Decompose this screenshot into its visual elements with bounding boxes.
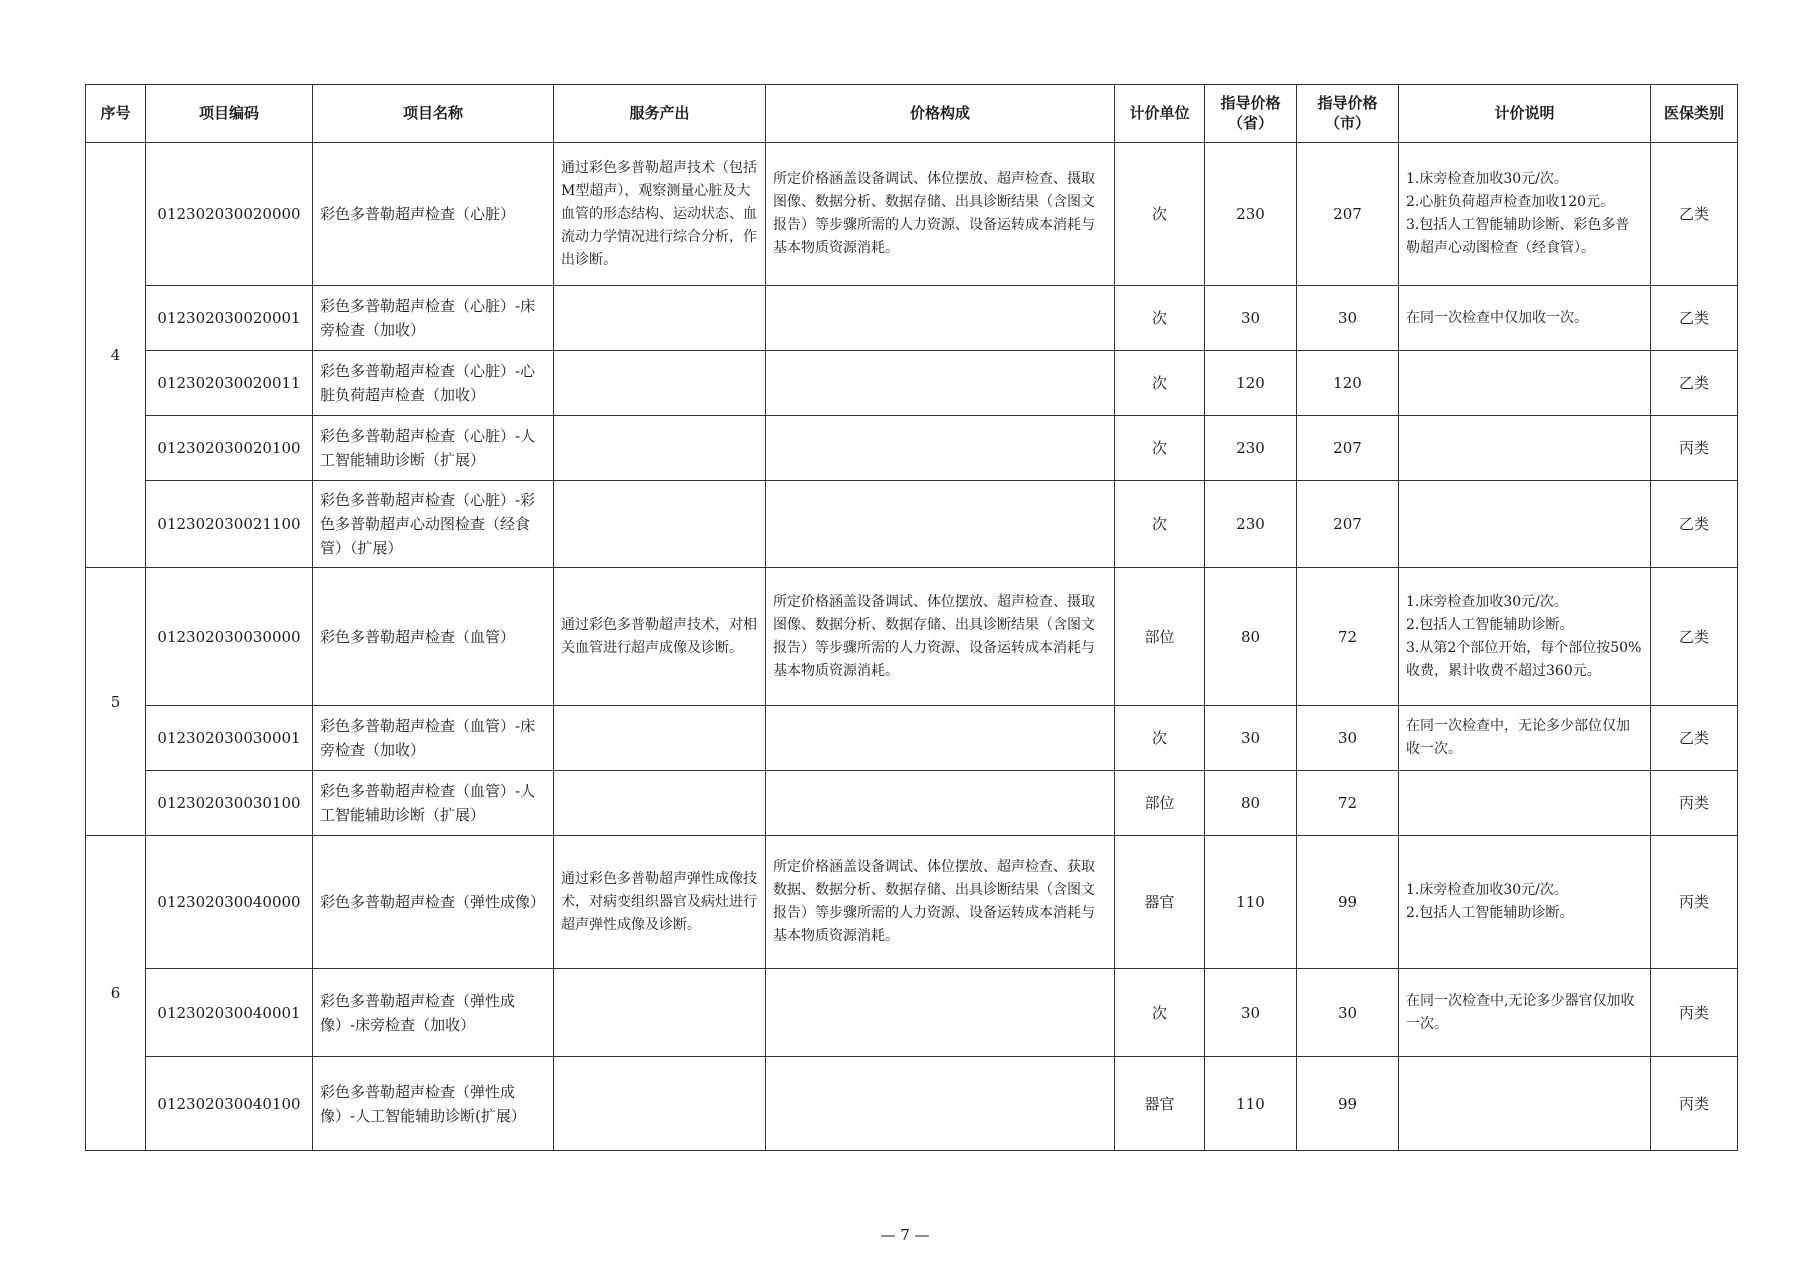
category-cell: 乙类 — [1651, 568, 1738, 706]
price-composition-cell — [766, 351, 1115, 416]
note-cell: 1.床旁检查加收30元/次。 2.心脏负荷超声检查加收120元。 3.包括人工智能辅助诊断、彩色多普勒超声心动图检查（经食管）。 — [1399, 143, 1651, 286]
unit-cell: 次 — [1115, 481, 1205, 568]
table-row — [86, 351, 1738, 416]
price-city-cell: 207 — [1297, 416, 1399, 481]
name-cell: 彩色多普勒超声检查（心脏）-人工智能辅助诊断（扩展） — [313, 416, 554, 481]
name-cell: 彩色多普勒超声检查（血管）-人工智能辅助诊断（扩展） — [313, 771, 554, 836]
output-cell: 通过彩色多普勒超声技术，对相关血管进行超声成像及诊断。 — [554, 568, 766, 706]
price-city-cell: 30 — [1297, 286, 1399, 351]
output-cell — [554, 771, 766, 836]
code-cell: 012302030030000 — [146, 568, 313, 706]
name-cell: 彩色多普勒超声检查（弹性成像）-人工智能辅助诊断(扩展） — [313, 1057, 554, 1151]
category-cell: 丙类 — [1651, 836, 1738, 969]
unit-cell: 器官 — [1115, 836, 1205, 969]
price-composition-cell — [766, 706, 1115, 771]
price-city-cell: 120 — [1297, 351, 1399, 416]
seq-cell: 5 — [86, 568, 146, 836]
name-cell: 彩色多普勒超声检查（心脏）-彩色多普勒超声心动图检查（经食管）（扩展） — [313, 481, 554, 568]
unit-cell: 次 — [1115, 286, 1205, 351]
note-cell: 1.床旁检查加收30元/次。 2.包括人工智能辅助诊断。 3.从第2个部位开始，每个部位按50%收费，累计收费不超过360元。 — [1399, 568, 1651, 706]
price-city-cell: 207 — [1297, 143, 1399, 286]
code-cell: 012302030040100 — [146, 1057, 313, 1151]
name-cell: 彩色多普勒超声检查（弹性成像） — [313, 836, 554, 969]
header-category: 医保类别 — [1651, 85, 1738, 143]
price-province-cell: 110 — [1205, 1057, 1297, 1151]
table-row — [86, 706, 1738, 771]
price-province-cell: 30 — [1205, 969, 1297, 1057]
price-province-cell: 30 — [1205, 706, 1297, 771]
price-province-cell: 30 — [1205, 286, 1297, 351]
price-composition-cell — [766, 286, 1115, 351]
table-body — [86, 143, 1738, 1151]
price-province-cell: 80 — [1205, 771, 1297, 836]
code-cell: 012302030020100 — [146, 416, 313, 481]
name-cell: 彩色多普勒超声检查（血管）-床旁检查（加收） — [313, 706, 554, 771]
price-city-cell: 207 — [1297, 481, 1399, 568]
table-header — [86, 85, 1738, 143]
note-cell — [1399, 481, 1651, 568]
name-cell: 彩色多普勒超声检查（血管） — [313, 568, 554, 706]
name-cell: 彩色多普勒超声检查（弹性成像）-床旁检查（加收） — [313, 969, 554, 1057]
table-row — [86, 836, 1738, 969]
price-province-cell: 120 — [1205, 351, 1297, 416]
output-cell — [554, 1057, 766, 1151]
header-price-province: 指导价格 （省） — [1205, 85, 1297, 143]
table-row — [86, 481, 1738, 568]
price-city-cell: 99 — [1297, 836, 1399, 969]
price-city-cell: 72 — [1297, 568, 1399, 706]
header-note: 计价说明 — [1399, 85, 1651, 143]
category-cell: 乙类 — [1651, 143, 1738, 286]
output-cell — [554, 416, 766, 481]
output-cell: 通过彩色多普勒超声弹性成像技术，对病变组织器官及病灶进行超声弹性成像及诊断。 — [554, 836, 766, 969]
price-composition-cell — [766, 481, 1115, 568]
price-composition-cell — [766, 969, 1115, 1057]
name-cell: 彩色多普勒超声检查（心脏）-心脏负荷超声检查（加收） — [313, 351, 554, 416]
output-cell — [554, 706, 766, 771]
table-row — [86, 1057, 1738, 1151]
category-cell: 丙类 — [1651, 771, 1738, 836]
page-number: — 7 — — [880, 1226, 930, 1244]
category-cell: 乙类 — [1651, 351, 1738, 416]
note-cell: 在同一次检查中，无论多少部位仅加收一次。 — [1399, 706, 1651, 771]
price-province-cell: 230 — [1205, 481, 1297, 568]
category-cell: 乙类 — [1651, 286, 1738, 351]
note-cell — [1399, 416, 1651, 481]
price-city-cell: 99 — [1297, 1057, 1399, 1151]
output-cell — [554, 969, 766, 1057]
note-cell — [1399, 771, 1651, 836]
note-cell — [1399, 1057, 1651, 1151]
code-cell: 012302030020000 — [146, 143, 313, 286]
table-row — [86, 568, 1738, 706]
table-row — [86, 143, 1738, 286]
header-price-composition: 价格构成 — [766, 85, 1115, 143]
price-province-cell: 230 — [1205, 143, 1297, 286]
output-cell — [554, 286, 766, 351]
header-seq: 序号 — [86, 85, 146, 143]
output-cell: 通过彩色多普勒超声技术（包括M型超声），观察测量心脏及大血管的形态结构、运动状态、血流动力学情况进行综合分析，作出诊断。 — [554, 143, 766, 286]
price-city-cell: 30 — [1297, 706, 1399, 771]
seq-cell: 6 — [86, 836, 146, 1151]
code-cell: 012302030040000 — [146, 836, 313, 969]
unit-cell: 次 — [1115, 706, 1205, 771]
price-province-cell: 110 — [1205, 836, 1297, 969]
category-cell: 丙类 — [1651, 969, 1738, 1057]
code-cell: 012302030020001 — [146, 286, 313, 351]
price-province-cell: 80 — [1205, 568, 1297, 706]
price-table — [85, 84, 1738, 1151]
price-city-cell: 30 — [1297, 969, 1399, 1057]
category-cell: 丙类 — [1651, 416, 1738, 481]
output-cell — [554, 481, 766, 568]
code-cell: 012302030021100 — [146, 481, 313, 568]
price-composition-cell: 所定价格涵盖设备调试、体位摆放、超声检查、摄取图像、数据分析、数据存储、出具诊断结果（含图文报告）等步骤所需的人力资源、设备运转成本消耗与基本物质资源消耗。 — [766, 568, 1115, 706]
table-row — [86, 286, 1738, 351]
price-composition-cell: 所定价格涵盖设备调试、体位摆放、超声检查、摄取图像、数据分析、数据存储、出具诊断结果（含图文报告）等步骤所需的人力资源、设备运转成本消耗与基本物质资源消耗。 — [766, 143, 1115, 286]
unit-cell: 次 — [1115, 416, 1205, 481]
price-city-cell: 72 — [1297, 771, 1399, 836]
header-code: 项目编码 — [146, 85, 313, 143]
unit-cell: 部位 — [1115, 771, 1205, 836]
output-cell — [554, 351, 766, 416]
unit-cell: 次 — [1115, 351, 1205, 416]
unit-cell: 器官 — [1115, 1057, 1205, 1151]
note-cell: 在同一次检查中仅加收一次。 — [1399, 286, 1651, 351]
table-row — [86, 416, 1738, 481]
code-cell: 012302030030001 — [146, 706, 313, 771]
price-composition-cell — [766, 771, 1115, 836]
table-row — [86, 969, 1738, 1057]
price-composition-cell — [766, 1057, 1115, 1151]
unit-cell: 次 — [1115, 143, 1205, 286]
name-cell: 彩色多普勒超声检查（心脏）-床旁检查（加收） — [313, 286, 554, 351]
header-unit: 计价单位 — [1115, 85, 1205, 143]
category-cell: 乙类 — [1651, 481, 1738, 568]
header-price-city: 指导价格 （市） — [1297, 85, 1399, 143]
code-cell: 012302030040001 — [146, 969, 313, 1057]
price-composition-cell — [766, 416, 1115, 481]
note-cell — [1399, 351, 1651, 416]
code-cell: 012302030030100 — [146, 771, 313, 836]
note-cell: 1.床旁检查加收30元/次。 2.包括人工智能辅助诊断。 — [1399, 836, 1651, 969]
category-cell: 乙类 — [1651, 706, 1738, 771]
code-cell: 012302030020011 — [146, 351, 313, 416]
price-province-cell: 230 — [1205, 416, 1297, 481]
header-output: 服务产出 — [554, 85, 766, 143]
category-cell: 丙类 — [1651, 1057, 1738, 1151]
note-cell: 在同一次检查中,无论多少器官仅加收一次。 — [1399, 969, 1651, 1057]
price-composition-cell: 所定价格涵盖设备调试、体位摆放、超声检查、获取数据、数据分析、数据存储、出具诊断结果（含图文报告）等步骤所需的人力资源、设备运转成本消耗与基本物质资源消耗。 — [766, 836, 1115, 969]
table-row — [86, 771, 1738, 836]
unit-cell: 次 — [1115, 969, 1205, 1057]
seq-cell: 4 — [86, 143, 146, 568]
header-name: 项目名称 — [313, 85, 554, 143]
name-cell: 彩色多普勒超声检查（心脏） — [313, 143, 554, 286]
unit-cell: 部位 — [1115, 568, 1205, 706]
